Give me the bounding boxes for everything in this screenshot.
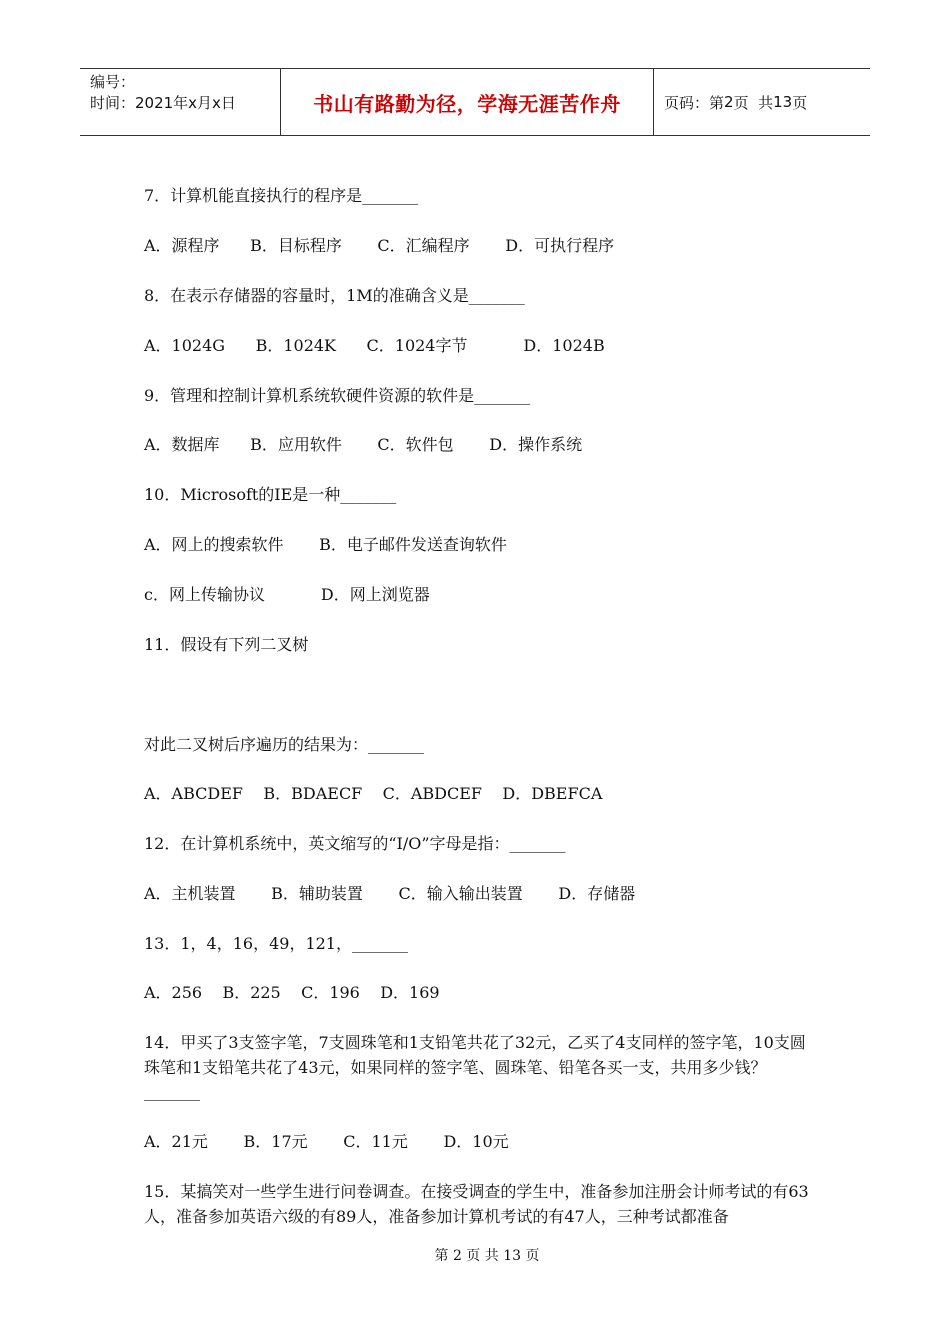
- question-11: 11．假设有下列二叉树: [144, 635, 309, 654]
- question-7: 7．计算机能直接执行的程序是_______: [144, 186, 419, 205]
- header-meta-cell: [80, 69, 281, 135]
- page-suffix: 页: [792, 93, 808, 112]
- question-15: 15．某搞笑对一些学生进行问卷调查。在接受调查的学生中，准备参加注册会计师考试的有63人，准备参加英语六级的有89人，准备参加计算机考试的有47人，三种考试都准备: [144, 1182, 809, 1226]
- time-label: 时间：2021年x月x日: [90, 94, 236, 112]
- header-page-info: [654, 69, 870, 135]
- question-7-options: A．源程序 B．目标程序 C．汇编程序 D．可执行程序: [144, 236, 615, 255]
- page-header: [80, 68, 870, 136]
- question-13-options: A．256 B．225 C．196 D．169: [144, 983, 440, 1002]
- number-label: 编号：: [90, 73, 136, 91]
- question-12-options: A．主机装置 B．辅助装置 C．输入输出装置 D．存储器: [144, 884, 636, 903]
- page-footer: 第 2 页 共 13 页: [434, 1248, 540, 1264]
- page-prefix: 页码：第: [664, 93, 725, 112]
- question-11-stem: 对此二叉树后序遍历的结果为：_______: [144, 735, 425, 754]
- question-8: 8．在表示存储器的容量时，1M的准确含义是_______: [144, 286, 525, 305]
- question-13: 13．1，4，16，49，121，_______: [144, 934, 408, 953]
- question-12: 12．在计算机系统中，英文缩写的“I/O”字母是指：_______: [144, 834, 566, 853]
- question-9-options: A．数据库 B．应用软件 C．软件包 D．操作系统: [144, 435, 583, 454]
- question-14-options: A．21元 B．17元 C．11元 D．10元: [144, 1132, 509, 1151]
- question-10-options-cd: c．网上传输协议 D．网上浏览器: [144, 585, 430, 604]
- question-14: 14．甲买了3支签字笔，7支圆珠笔和1支铅笔共花了32元，乙买了4支同样的签字笔，10支圆珠笔和1支铅笔共花了43元，如果同样的签字笔、圆珠笔、铅笔各买一支，共用多少钱？_______: [144, 1033, 806, 1101]
- header-motto: 书山有路勤为径，学海无涯苦作舟: [281, 69, 654, 135]
- page-current: 2: [724, 93, 734, 111]
- question-10-options-ab: A．网上的搜索软件 B．电子邮件发送查询软件: [144, 535, 507, 554]
- page-total: 13: [773, 93, 793, 111]
- page-mid: 页 共: [733, 93, 774, 112]
- question-8-options: A．1024G B．1024K C．1024字节 D．1024B: [144, 336, 605, 355]
- question-9: 9．管理和控制计算机系统软硬件资源的软件是_______: [144, 386, 531, 405]
- question-10: 10．Microsoft的IE是一种_______: [144, 485, 397, 504]
- question-11-options: A．ABCDEF B．BDAECF C．ABDCEF D．DBEFCA: [144, 784, 603, 803]
